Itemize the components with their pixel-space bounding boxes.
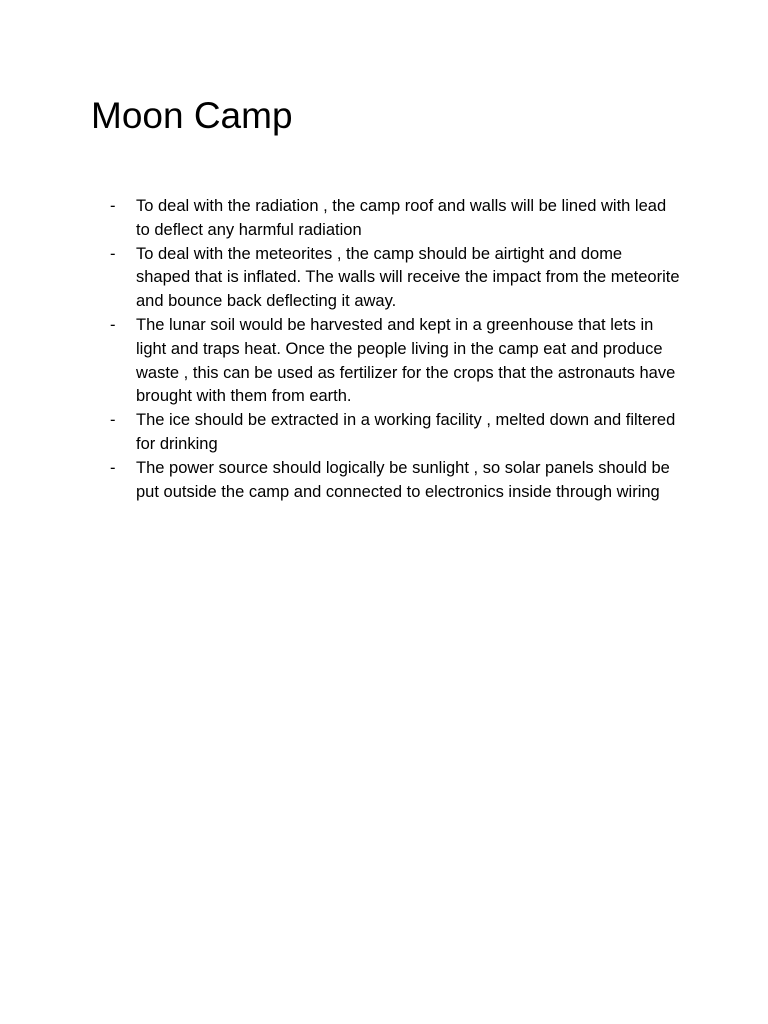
bullet-text: To deal with the radiation , the camp roof and walls will be lined with lead to deflect any harmful radiation bbox=[136, 197, 667, 239]
bullet-text: The lunar soil would be harvested and kept in a greenhouse that lets in light and traps heat. Once the people living in the camp eat and produce waste , this can be used as fertilizer for the crops that the astronauts have brought with them from earth. bbox=[136, 315, 676, 406]
bullet-list bbox=[110, 195, 680, 504]
list-item bbox=[110, 195, 680, 243]
list-item bbox=[110, 243, 680, 314]
bullet-text: The power source should logically be sunlight , so solar panels should be put outside the camp and connected to electronics inside through wiring bbox=[136, 458, 670, 501]
list-item bbox=[110, 314, 680, 409]
bullet-marker: - bbox=[110, 458, 116, 477]
list-item bbox=[110, 409, 680, 457]
bullet-marker: - bbox=[110, 411, 116, 430]
document-title: Moon Camp bbox=[91, 95, 293, 136]
bullet-marker: - bbox=[110, 244, 116, 263]
bullet-marker: - bbox=[110, 197, 116, 215]
bullet-text: The ice should be extracted in a working facility , melted down and filtered for drinking bbox=[136, 411, 676, 453]
list-item bbox=[110, 457, 680, 505]
bullet-marker: - bbox=[110, 315, 116, 334]
bullet-text: To deal with the meteorites , the camp should be airtight and dome shaped that is inflated. The walls will receive the impact from the meteorite and bounce back deflecting it away. bbox=[136, 244, 680, 311]
